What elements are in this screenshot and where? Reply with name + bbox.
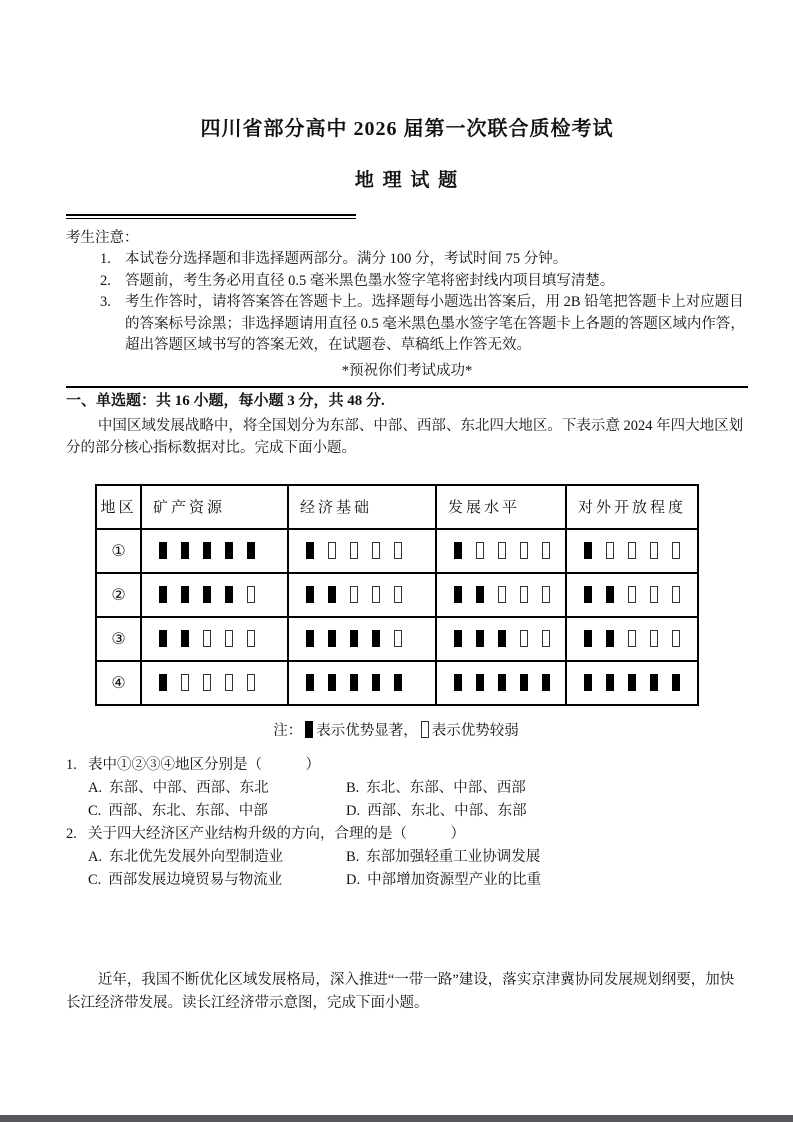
table-row <box>96 661 698 705</box>
option-a <box>88 777 346 800</box>
filled-bar-icon <box>372 674 380 691</box>
option-a <box>88 846 346 869</box>
filled-bar-icon <box>159 586 167 603</box>
empty-bar-icon <box>650 630 658 647</box>
filled-bar-icon <box>650 674 658 691</box>
section-heading: 一、单选题：共 16 小题，每小题 3 分，共 48 分. <box>66 392 385 409</box>
table-row <box>96 573 698 617</box>
empty-bar-icon <box>225 630 233 647</box>
filled-bar-icon <box>584 542 592 559</box>
option-d <box>346 800 527 823</box>
empty-bar-icon <box>628 630 636 647</box>
region-indicator-table <box>95 484 699 706</box>
empty-bar-icon <box>672 630 680 647</box>
filled-bar-icon <box>454 630 462 647</box>
filled-bar-legend-icon <box>305 721 313 738</box>
empty-bar-icon <box>328 542 336 559</box>
empty-bar-icon <box>672 586 680 603</box>
question-group-intro: 中国区域发展战略中，将全国划分为东部、中部、西部、东北四大地区。下表示意 2024 年四大地区划分的部分核心指标数据对比。完成下面小题。 <box>66 417 744 456</box>
empty-bar-icon <box>247 674 255 691</box>
bar-cell <box>141 661 288 705</box>
filled-bar-icon <box>476 586 484 603</box>
option-text: 西部发展边境贸易与物流业 <box>108 871 283 888</box>
empty-bar-icon <box>672 542 680 559</box>
filled-bar-icon <box>454 542 462 559</box>
filled-bar-icon <box>328 630 336 647</box>
notice-item <box>66 271 748 293</box>
bar-cell <box>436 529 566 573</box>
passage-2-intro: 近年，我国不断优化区域发展格局，深入推进“一带一路”建设，落实京津冀协同发展规划纲要，加快长江经济带发展。读长江经济带示意图，完成下面小题。 <box>66 971 735 1011</box>
empty-bar-icon <box>542 586 550 603</box>
notice-item <box>66 292 748 357</box>
question-2-stem <box>66 823 748 846</box>
question-2-options-row-2 <box>66 869 748 892</box>
option-label: B. <box>346 779 360 796</box>
filled-bar-icon <box>306 542 314 559</box>
empty-bar-icon <box>372 542 380 559</box>
column-header-economy: 经济基础 <box>288 485 436 529</box>
option-b <box>346 777 526 800</box>
filled-bar-icon <box>476 630 484 647</box>
table-row <box>96 529 698 573</box>
option-b <box>346 846 540 869</box>
filled-bar-icon <box>606 586 614 603</box>
filled-bar-icon <box>628 674 636 691</box>
option-text: 中部增加资源型产业的比重 <box>367 871 542 888</box>
question-number: 1. <box>66 756 77 773</box>
bar-cell <box>288 573 436 617</box>
row-label: ① <box>96 529 141 573</box>
filled-bar-icon <box>350 630 358 647</box>
bar-cell <box>288 661 436 705</box>
notice-list <box>66 249 748 357</box>
empty-bar-icon <box>542 542 550 559</box>
empty-bar-icon <box>606 542 614 559</box>
filled-bar-icon <box>203 542 211 559</box>
filled-bar-icon <box>498 674 506 691</box>
filled-bar-icon <box>584 586 592 603</box>
option-label: A. <box>88 848 103 865</box>
filled-bar-icon <box>159 630 167 647</box>
exam-page <box>66 0 748 1015</box>
question-number: 2. <box>66 825 77 842</box>
filled-bar-icon <box>306 586 314 603</box>
bar-cell <box>141 573 288 617</box>
option-label: A. <box>88 779 103 796</box>
bar-cell <box>436 573 566 617</box>
table-row <box>96 617 698 661</box>
filled-bar-icon <box>372 630 380 647</box>
empty-bar-icon <box>498 542 506 559</box>
question-text: 表中①②③④地区分别是（ ） <box>88 756 320 773</box>
empty-bar-icon <box>350 586 358 603</box>
filled-bar-icon <box>606 630 614 647</box>
subject-title: 地 理 试 题 <box>354 170 460 191</box>
option-text: 东北优先发展外向型制造业 <box>109 848 284 865</box>
empty-bar-icon <box>520 630 528 647</box>
option-label: B. <box>346 848 360 865</box>
notice-item-text: 答题前，考生务必用直径 0.5 毫米黑色墨水签字笔将密封线内项目填写清楚。 <box>125 272 615 289</box>
bar-cell <box>566 573 698 617</box>
filled-bar-icon <box>328 674 336 691</box>
question-1-stem <box>66 754 748 777</box>
empty-bar-icon <box>476 542 484 559</box>
page-bottom-strip <box>0 1115 793 1122</box>
filled-bar-icon <box>247 542 255 559</box>
exam-wish-line: *预祝你们考试成功* <box>341 362 473 379</box>
column-header-region: 地区 <box>96 485 141 529</box>
filled-bar-icon <box>159 542 167 559</box>
empty-bar-icon <box>650 542 658 559</box>
empty-bar-icon <box>520 586 528 603</box>
filled-bar-icon <box>542 674 550 691</box>
note-empty-label: 表示优势较弱 <box>431 722 519 739</box>
option-text: 东部加强轻重工业协调发展 <box>366 848 541 865</box>
option-c <box>88 800 346 823</box>
filled-bar-icon <box>584 630 592 647</box>
filled-bar-icon <box>181 542 189 559</box>
option-label: D. <box>346 802 361 819</box>
note-filled-label: 表示优势显著， <box>316 722 418 739</box>
filled-bar-icon <box>394 674 402 691</box>
filled-bar-icon <box>181 586 189 603</box>
empty-bar-icon <box>628 542 636 559</box>
note-prefix: 注： <box>273 722 303 739</box>
empty-bar-icon <box>225 674 233 691</box>
empty-bar-icon <box>247 586 255 603</box>
bar-cell <box>566 529 698 573</box>
table-header-row <box>96 485 698 529</box>
bar-cell <box>436 661 566 705</box>
filled-bar-icon <box>225 586 233 603</box>
filled-bar-icon <box>476 674 484 691</box>
row-label: ③ <box>96 617 141 661</box>
filled-bar-icon <box>454 586 462 603</box>
empty-bar-icon <box>181 674 189 691</box>
filled-bar-icon <box>203 586 211 603</box>
empty-bar-icon <box>628 586 636 603</box>
option-d <box>346 869 541 892</box>
option-label: D. <box>346 871 361 888</box>
filled-bar-icon <box>306 674 314 691</box>
option-text: 东北、东部、中部、西部 <box>366 779 526 796</box>
question-text: 关于四大经济区产业结构升级的方向，合理的是（ ） <box>88 825 465 842</box>
empty-bar-icon <box>203 630 211 647</box>
option-text: 西部、东北、东部、中部 <box>108 802 268 819</box>
bar-cell <box>288 617 436 661</box>
notice-item-text: 考生作答时，请将答案答在答题卡上。选择题每小题选出答案后，用 2B 铅笔把答题卡上对应题目的答案标号涂黑；非选择题请用直径 0.5 毫米黑色墨水签字笔在答题卡上各题的答题区域内作答，超出答题区域书写的答案无效，在试题卷、草稿纸上作答无效。 <box>125 294 745 353</box>
column-header-minerals: 矿产资源 <box>141 485 288 529</box>
bar-cell <box>288 529 436 573</box>
notice-item-text: 本试卷分选择题和非选择题两部分。满分 100 分，考试时间 75 分钟。 <box>125 251 568 267</box>
filled-bar-icon <box>520 674 528 691</box>
double-rule-divider <box>66 214 356 219</box>
bar-cell <box>566 617 698 661</box>
section-divider-rule <box>66 386 748 388</box>
filled-bar-icon <box>306 630 314 647</box>
filled-bar-icon <box>181 630 189 647</box>
option-text: 东部、中部、西部、东北 <box>109 779 269 796</box>
empty-bar-icon <box>394 630 402 647</box>
notice-item-number: 3. <box>100 294 111 310</box>
filled-bar-icon <box>328 586 336 603</box>
notice-item-number: 2. <box>100 272 111 289</box>
filled-bar-icon <box>606 674 614 691</box>
row-label: ④ <box>96 661 141 705</box>
row-label: ② <box>96 573 141 617</box>
column-header-development: 发展水平 <box>436 485 566 529</box>
filled-bar-icon <box>225 542 233 559</box>
empty-bar-icon <box>542 630 550 647</box>
empty-bar-legend-icon <box>421 721 429 738</box>
option-text: 西部、东北、中部、东部 <box>367 802 527 819</box>
empty-bar-icon <box>203 674 211 691</box>
notice-item <box>66 249 748 271</box>
filled-bar-icon <box>672 674 680 691</box>
notice-item-number: 1. <box>100 251 111 267</box>
filled-bar-icon <box>584 674 592 691</box>
question-block <box>66 754 748 892</box>
bar-cell <box>141 617 288 661</box>
filled-bar-icon <box>350 674 358 691</box>
empty-bar-icon <box>498 586 506 603</box>
empty-bar-icon <box>650 586 658 603</box>
exam-title: 四川省部分高中 2026 届第一次联合质检考试 <box>200 118 614 140</box>
filled-bar-icon <box>454 674 462 691</box>
filled-bar-icon <box>159 674 167 691</box>
table-legend-note <box>95 719 697 740</box>
bar-cell <box>436 617 566 661</box>
filled-bar-icon <box>498 630 506 647</box>
empty-bar-icon <box>350 542 358 559</box>
empty-bar-icon <box>520 542 528 559</box>
column-header-openness: 对外开放程度 <box>566 485 698 529</box>
empty-bar-icon <box>372 586 380 603</box>
question-1-options-row-2 <box>66 800 748 823</box>
empty-bar-icon <box>394 542 402 559</box>
option-label: C. <box>88 871 102 888</box>
question-2-options-row-1 <box>66 846 748 869</box>
notice-heading: 考生注意： <box>66 230 139 246</box>
bar-cell <box>566 661 698 705</box>
option-label: C. <box>88 802 102 819</box>
empty-bar-icon <box>394 586 402 603</box>
question-1-options-row-1 <box>66 777 748 800</box>
empty-bar-icon <box>247 630 255 647</box>
option-c <box>88 869 346 892</box>
bar-cell <box>141 529 288 573</box>
